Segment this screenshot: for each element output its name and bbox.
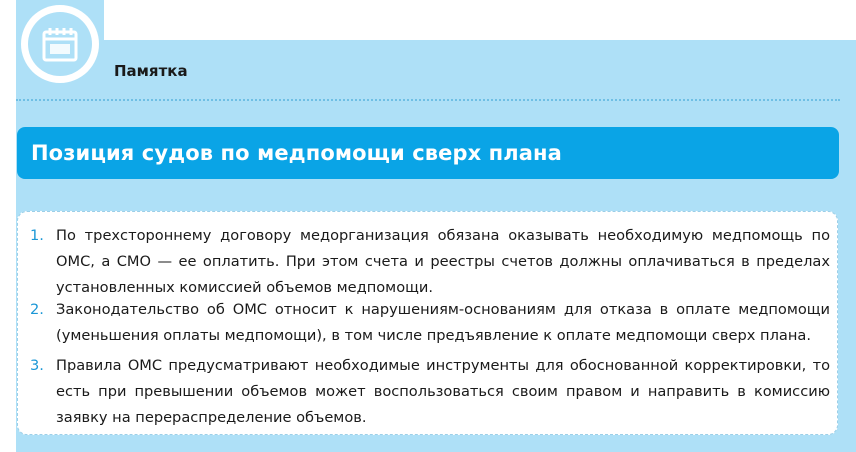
memo-icon-box <box>16 0 104 94</box>
notepad-icon <box>28 12 92 76</box>
item-text: Правила ОМС предусматривают необходимые инструменты для обоснованной корректировки, то есть при превышении объемов может воспользоваться своим правом и направить в комиссию заявку на перераспределение объемов. <box>56 357 830 426</box>
item-text: По трехстороннему договору медорганизация обязана оказывать необходимую медпомощь по ОМС, а СМО — ее оплатить. При этом счета и реестры счетов должны оплачиваться в пределах установленных комиссией объемов медпомощи. <box>56 227 830 296</box>
item-number: 3. <box>30 357 44 374</box>
list-item <box>30 223 830 301</box>
item-number: 2. <box>30 301 44 318</box>
memo-title: Памятка <box>114 62 188 80</box>
dotted-divider <box>16 99 840 101</box>
item-number: 1. <box>30 227 44 244</box>
banner-title: Позиция судов по медпомощи сверх плана <box>31 141 562 165</box>
list-item <box>30 297 830 349</box>
item-text: Законодательство об ОМС относит к нарушениям-основаниям для отказа в оплате медпомощи (уменьшения оплаты медпомощи), в том числе предъявление к оплате медпомощи сверх плана. <box>56 301 830 344</box>
icon-ring <box>21 5 99 83</box>
list-item <box>30 353 830 431</box>
points-card <box>17 211 838 435</box>
topic-banner <box>17 127 839 179</box>
